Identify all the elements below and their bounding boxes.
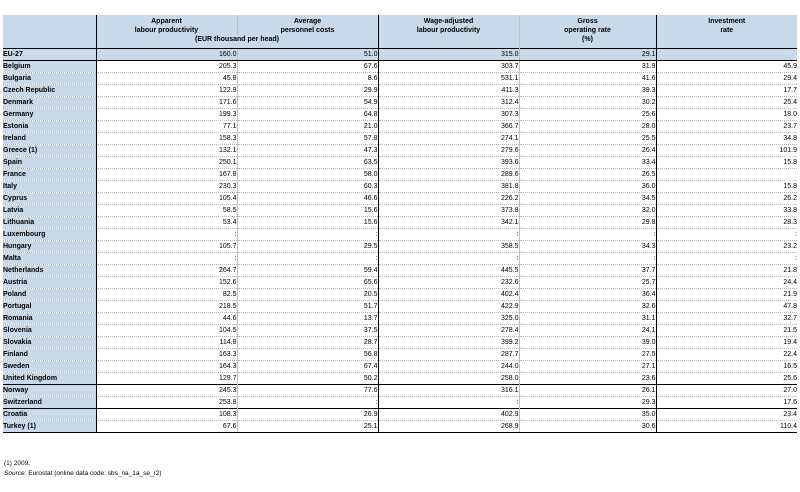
table-row: [3, 193, 797, 205]
statistics-table: [3, 15, 797, 433]
row-label: Finland: [3, 349, 96, 361]
cell-value: 57.8: [237, 133, 378, 145]
cell-value: 17.7: [656, 85, 797, 97]
cell-value: 45.8: [96, 73, 237, 85]
table-row: [3, 181, 797, 193]
table-row: [3, 73, 797, 85]
cell-value: 110.4: [656, 421, 797, 433]
cell-value: 47.3: [237, 145, 378, 157]
cell-value: 15.6: [237, 205, 378, 217]
cell-value: 44.6: [96, 313, 237, 325]
cell-value: 28.0: [519, 121, 656, 133]
table-row: [3, 217, 797, 229]
cell-value: 17.6: [656, 397, 797, 409]
row-label: Italy: [3, 181, 96, 193]
cell-value: 32.7: [656, 313, 797, 325]
header-unit-percent: (%): [519, 35, 656, 49]
cell-value: :: [656, 229, 797, 241]
table-row: [3, 421, 797, 433]
cell-value: 33.4: [519, 157, 656, 169]
row-label: Netherlands: [3, 265, 96, 277]
table-row: [3, 109, 797, 121]
cell-value: 245.3: [96, 385, 237, 397]
cell-value: 316.1: [378, 385, 519, 397]
cell-value: 16.5: [656, 361, 797, 373]
cell-value: 268.9: [378, 421, 519, 433]
cell-value: 25.4: [656, 97, 797, 109]
cell-value: 164.3: [96, 361, 237, 373]
cell-value: 445.5: [378, 265, 519, 277]
cell-value: 402.4: [378, 289, 519, 301]
cell-value: 34.5: [519, 193, 656, 205]
header-corner-2: [3, 35, 96, 49]
cell-value: 21.0: [237, 121, 378, 133]
cell-value: 108.3: [96, 409, 237, 421]
table-row: [3, 301, 797, 313]
cell-value: 77.1: [96, 121, 237, 133]
cell-value: 381.8: [378, 181, 519, 193]
cell-value: 23.4: [656, 409, 797, 421]
header-unit-empty-2: [656, 35, 797, 49]
cell-value: 21.8: [656, 265, 797, 277]
source-text: : Eurostat (online data code: sbs_na_1a_se_r2): [24, 470, 162, 477]
cell-value: 36.4: [519, 289, 656, 301]
cell-value: 26.2: [656, 193, 797, 205]
cell-value: 33.8: [656, 205, 797, 217]
cell-value: 531.1: [378, 73, 519, 85]
cell-value: 358.5: [378, 241, 519, 253]
cell-value: 278.4: [378, 325, 519, 337]
cell-value: :: [656, 253, 797, 265]
cell-value: :: [519, 229, 656, 241]
table-row: [3, 289, 797, 301]
cell-value: 253.8: [96, 397, 237, 409]
cell-value: 58.5: [96, 205, 237, 217]
cell-value: 114.8: [96, 337, 237, 349]
cell-value: 36.0: [519, 181, 656, 193]
cell-value: 307.3: [378, 109, 519, 121]
cell-value: 152.6: [96, 277, 237, 289]
cell-value: 50.2: [237, 373, 378, 385]
cell-value: 250.1: [96, 157, 237, 169]
cell-value: 104.5: [96, 325, 237, 337]
cell-value: 23.6: [519, 373, 656, 385]
cell-value: 65.6: [237, 277, 378, 289]
cell-value: 25.1: [237, 421, 378, 433]
row-label: Slovakia: [3, 337, 96, 349]
cell-value: 37.5: [237, 325, 378, 337]
row-label: France: [3, 169, 96, 181]
cell-value: 28.7: [237, 337, 378, 349]
cell-value: 31.9: [519, 61, 656, 73]
cell-value: 258.0: [378, 373, 519, 385]
cell-value: 29.8: [519, 217, 656, 229]
cell-value: 23.7: [656, 121, 797, 133]
cell-value: 82.5: [96, 289, 237, 301]
cell-value: 26.9: [237, 409, 378, 421]
cell-value: 29.3: [519, 397, 656, 409]
cell-value: 59.4: [237, 265, 378, 277]
header-wage-adjusted-labour-productivity: Wage-adjusted labour productivity: [378, 15, 519, 35]
cell-value: 101.9: [656, 145, 797, 157]
row-label: Romania: [3, 313, 96, 325]
cell-value: 373.8: [378, 205, 519, 217]
cell-value: :: [96, 229, 237, 241]
table-row: [3, 157, 797, 169]
cell-value: :: [378, 253, 519, 265]
cell-value: 35.0: [519, 409, 656, 421]
row-label: Lithuania: [3, 217, 96, 229]
row-label: Hungary: [3, 241, 96, 253]
row-label: Croatia: [3, 409, 96, 421]
cell-value: 15.8: [656, 181, 797, 193]
table-row: [3, 229, 797, 241]
row-label: Malta: [3, 253, 96, 265]
cell-value: 39.3: [519, 85, 656, 97]
table-row: [3, 349, 797, 361]
cell-value: 399.2: [378, 337, 519, 349]
cell-value: 58.0: [237, 169, 378, 181]
cell-value: 393.6: [378, 157, 519, 169]
row-label: Luxembourg: [3, 229, 96, 241]
cell-value: 105.4: [96, 193, 237, 205]
table-row: [3, 361, 797, 373]
cell-value: 19.4: [656, 337, 797, 349]
cell-value: 34.3: [519, 241, 656, 253]
cell-value: 25.7: [519, 277, 656, 289]
cell-value: 24.1: [519, 325, 656, 337]
cell-value: :: [378, 229, 519, 241]
table-row: [3, 385, 797, 397]
cell-value: 325.0: [378, 313, 519, 325]
cell-value: 163.3: [96, 349, 237, 361]
cell-value: 41.6: [519, 73, 656, 85]
row-label: Denmark: [3, 97, 96, 109]
row-label: Slovenia: [3, 325, 96, 337]
cell-value: 45.9: [656, 61, 797, 73]
cell-value: 29.5: [237, 241, 378, 253]
row-label: Sweden: [3, 361, 96, 373]
cell-value: 132.1: [96, 145, 237, 157]
row-label: Cyprus: [3, 193, 96, 205]
cell-value: 199.3: [96, 109, 237, 121]
cell-value: 32.0: [519, 205, 656, 217]
table-row: [3, 145, 797, 157]
cell-value: 264.7: [96, 265, 237, 277]
cell-value: 218.5: [96, 301, 237, 313]
row-label: Portugal: [3, 301, 96, 313]
row-label: Spain: [3, 157, 96, 169]
cell-value: 402.9: [378, 409, 519, 421]
cell-value: 29.1: [519, 49, 656, 61]
cell-value: 422.9: [378, 301, 519, 313]
cell-value: 29.9: [237, 85, 378, 97]
row-label: Norway: [3, 385, 96, 397]
cell-value: 46.6: [237, 193, 378, 205]
cell-value: 366.7: [378, 121, 519, 133]
row-label: Bulgaria: [3, 73, 96, 85]
cell-value: 105.7: [96, 241, 237, 253]
table-row: [3, 133, 797, 145]
header-average-personnel-costs: Average personnel costs: [237, 15, 378, 35]
cell-value: 29.4: [656, 73, 797, 85]
cell-value: 56.8: [237, 349, 378, 361]
cell-value: 20.5: [237, 289, 378, 301]
cell-value: [656, 169, 797, 181]
table-row: [3, 97, 797, 109]
cell-value: :: [519, 253, 656, 265]
table-row: [3, 409, 797, 421]
cell-value: :: [378, 397, 519, 409]
table-row: [3, 169, 797, 181]
cell-value: 77.6: [237, 385, 378, 397]
row-label: Poland: [3, 289, 96, 301]
cell-value: 67.6: [237, 61, 378, 73]
cell-value: 303.7: [378, 61, 519, 73]
cell-value: 22.4: [656, 349, 797, 361]
cell-value: 51.0: [237, 49, 378, 61]
cell-value: 342.1: [378, 217, 519, 229]
cell-value: 54.9: [237, 97, 378, 109]
cell-value: 27.1: [519, 361, 656, 373]
cell-value: 63.5: [237, 157, 378, 169]
cell-value: 27.0: [656, 385, 797, 397]
cell-value: 67.4: [237, 361, 378, 373]
cell-value: 47.8: [656, 301, 797, 313]
cell-value: 167.8: [96, 169, 237, 181]
cell-value: 21.9: [656, 289, 797, 301]
cell-value: 15.8: [656, 157, 797, 169]
header-gross-operating-rate: Gross operating rate: [519, 15, 656, 35]
table-row: [3, 121, 797, 133]
cell-value: 64.8: [237, 109, 378, 121]
cell-value: 26.1: [519, 385, 656, 397]
cell-value: :: [96, 253, 237, 265]
cell-value: 8.6: [237, 73, 378, 85]
cell-value: :: [237, 253, 378, 265]
cell-value: 37.7: [519, 265, 656, 277]
cell-value: 21.5: [656, 325, 797, 337]
footnote: (1) 2009.: [4, 460, 31, 467]
cell-value: 279.6: [378, 145, 519, 157]
cell-value: 31.1: [519, 313, 656, 325]
cell-value: 411.3: [378, 85, 519, 97]
table-row: [3, 205, 797, 217]
row-label: Czech Republic: [3, 85, 96, 97]
cell-value: 232.6: [378, 277, 519, 289]
cell-value: 26.4: [519, 145, 656, 157]
cell-value: 23.2: [656, 241, 797, 253]
row-label: Austria: [3, 277, 96, 289]
cell-value: 15.6: [237, 217, 378, 229]
row-label: Belgium: [3, 61, 96, 73]
table-row: [3, 277, 797, 289]
cell-value: :: [237, 397, 378, 409]
header-unit-eur: (EUR thousand per head): [96, 35, 378, 49]
table-row: [3, 61, 797, 73]
cell-value: 51.7: [237, 301, 378, 313]
header-apparent-labour-productivity: Apparent labour productivity: [96, 15, 237, 35]
cell-value: 25.6: [519, 109, 656, 121]
cell-value: 67.6: [96, 421, 237, 433]
table-row-eu: [3, 49, 797, 61]
table-row: [3, 241, 797, 253]
cell-value: 230.3: [96, 181, 237, 193]
cell-value: 60.3: [237, 181, 378, 193]
source-note: [4, 469, 162, 478]
cell-value: 160.0: [96, 49, 237, 61]
table-row: [3, 253, 797, 265]
cell-value: :: [237, 229, 378, 241]
cell-value: 274.1: [378, 133, 519, 145]
cell-value: 129.7: [96, 373, 237, 385]
cell-value: 39.0: [519, 337, 656, 349]
row-label: EU-27: [3, 49, 96, 61]
cell-value: 53.4: [96, 217, 237, 229]
cell-value: 27.5: [519, 349, 656, 361]
cell-value: 26.5: [519, 169, 656, 181]
source-label: Source: [4, 470, 25, 477]
cell-value: 28.3: [656, 217, 797, 229]
cell-value: 30.6: [519, 421, 656, 433]
cell-value: [656, 49, 797, 61]
row-label: Switzerland: [3, 397, 96, 409]
cell-value: 34.8: [656, 133, 797, 145]
cell-value: 312.4: [378, 97, 519, 109]
table-row: [3, 397, 797, 409]
header-unit-empty: [378, 35, 519, 49]
row-label: Ireland: [3, 133, 96, 145]
row-label: United Kingdom: [3, 373, 96, 385]
row-label: Latvia: [3, 205, 96, 217]
row-label: Germany: [3, 109, 96, 121]
cell-value: 244.0: [378, 361, 519, 373]
table-row: [3, 265, 797, 277]
cell-value: 25.6: [656, 373, 797, 385]
table-row: [3, 85, 797, 97]
cell-value: 289.6: [378, 169, 519, 181]
cell-value: 13.7: [237, 313, 378, 325]
header-corner: [3, 15, 96, 35]
header-investment-rate: Investment rate: [656, 15, 797, 35]
cell-value: 158.3: [96, 133, 237, 145]
cell-value: 25.5: [519, 133, 656, 145]
row-label: Turkey (1): [3, 421, 96, 433]
cell-value: 122.9: [96, 85, 237, 97]
cell-value: 315.0: [378, 49, 519, 61]
cell-value: 30.2: [519, 97, 656, 109]
cell-value: 24.4: [656, 277, 797, 289]
cell-value: 171.6: [96, 97, 237, 109]
table-row: [3, 337, 797, 349]
table-row: [3, 325, 797, 337]
cell-value: 287.7: [378, 349, 519, 361]
table-row: [3, 313, 797, 325]
cell-value: 226.2: [378, 193, 519, 205]
table-row: [3, 373, 797, 385]
cell-value: 205.3: [96, 61, 237, 73]
row-label: Estonia: [3, 121, 96, 133]
row-label: Greece (1): [3, 145, 96, 157]
cell-value: 32.6: [519, 301, 656, 313]
cell-value: 18.0: [656, 109, 797, 121]
